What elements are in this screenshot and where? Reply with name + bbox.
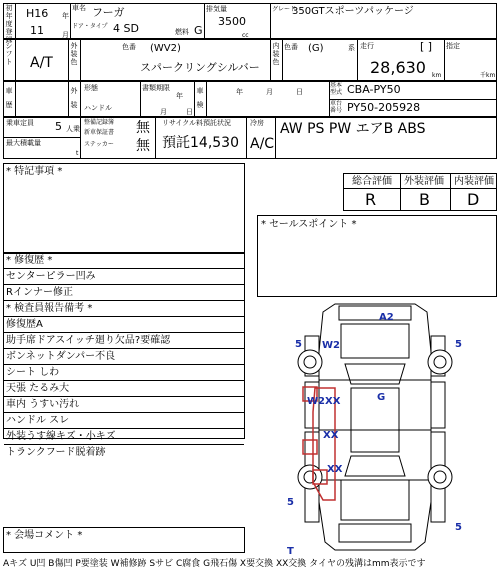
windshield [345, 364, 405, 384]
basic-model-label: 基本型式 [330, 82, 343, 96]
inspection-day: 日 [296, 88, 303, 96]
shift-label: シフト [5, 42, 13, 66]
mark-five-rear-right: 5 [455, 522, 462, 533]
inspector-item: ボンネットダンパー不良 [4, 349, 244, 365]
interior-rating-label: 内装評価 [454, 176, 494, 187]
doc-expiry-year: 年 [176, 92, 183, 100]
exterior-rating: B [419, 190, 430, 209]
month-value: 11 [30, 24, 44, 37]
door-type: 4 SD [113, 22, 139, 35]
sales-point-title: * セールスポイント * [261, 219, 357, 230]
inspector-item: 車内 うすい汚れ [4, 397, 244, 413]
mark-five-rear-left: 5 [287, 497, 294, 508]
inspector-item: トランクフード脱着跡 [6, 447, 106, 458]
right-front-door [431, 382, 445, 428]
year-mark: 年 [62, 12, 69, 20]
capacity-value: 5 [55, 120, 62, 133]
handle-label: ハンドル [84, 104, 112, 112]
history-label: 車歴 [5, 87, 13, 109]
car-name: フーガ [92, 6, 125, 19]
chassis-number: PY50-205928 [347, 101, 421, 114]
maintenance-value: 無 [136, 120, 150, 136]
recycle-value: 預託14,530 [162, 135, 239, 151]
shift-value: A/T [30, 55, 53, 71]
chassis-label: 車台番号 [330, 100, 343, 114]
era-year: H16 [26, 7, 49, 20]
roof [351, 388, 399, 452]
warranty-label: 新車保証書 [84, 129, 115, 136]
inspection-label: 車検 [196, 87, 204, 109]
mileage-bracket: [ ] [420, 40, 433, 53]
fuel-label: 燃料 [175, 28, 189, 36]
max-load-unit: t [76, 150, 79, 157]
grade-value: 350GTスポーツパッケージ [292, 6, 414, 17]
exterior-rating-label: 外装評価 [404, 176, 444, 187]
mark-a2: A2 [379, 312, 394, 323]
inspector-title: * 検査員報告備考 * [4, 301, 244, 317]
capacity-label: 乗車定員 [6, 119, 34, 127]
doc-expiry-label: 書類期限 [142, 84, 170, 92]
inspection-month: 月 [266, 88, 273, 96]
rear-bumper [339, 524, 411, 542]
first-reg-label: 初年度登録 [5, 4, 13, 44]
repair-item: センターピラー凹み [4, 269, 244, 285]
trunk [341, 480, 409, 520]
venue-comment-title: * 会場コメント * [6, 530, 83, 541]
front-bumper [339, 306, 411, 320]
ac-value: A/C [250, 136, 275, 152]
special-notes-title: * 特記事項 * [6, 166, 63, 177]
sticker-label: ステッカー [84, 141, 114, 148]
interior-suffix: 系 [348, 44, 355, 52]
ac-label: 冷房 [250, 119, 264, 127]
mark-xx-1: XX [323, 430, 339, 441]
capacity-designation-unit: 千km [480, 72, 496, 79]
mileage-label: 走行 [360, 42, 374, 50]
inspector-item: ハンドル スレ [4, 413, 244, 429]
month-mark: 月 [62, 31, 69, 39]
mark-t: T [287, 546, 294, 557]
mark-w2: W2 [322, 340, 340, 351]
rear-window [345, 456, 405, 476]
capacity-designation-label: 指定 [446, 42, 460, 50]
color-name: スパークリングシルバー [140, 61, 260, 74]
max-load-label: 最大積載量 [6, 139, 41, 147]
color-number-label: 色番 [122, 43, 136, 51]
exterior-form-label: 外装 [70, 87, 78, 109]
color-code: (WV2) [150, 43, 181, 54]
exterior-color-label: 外装色 [70, 42, 78, 66]
mark-five-front-right: 5 [455, 339, 462, 350]
inspection-year: 年 [236, 88, 243, 96]
inspector-item: 助手席ドアスイッチ廻り欠品?要確認 [4, 333, 244, 349]
fuel-value: G [194, 24, 203, 37]
tires [298, 350, 452, 489]
damage-legend: Aキズ U凹 B傷凹 P要塗装 W補修跡 Sサビ C腐食 G飛石傷 X要交換 XX交換 タイヤの残溝はmm表示です [3, 559, 426, 569]
inspector-item: 修復歴A [4, 317, 244, 333]
displacement-unit: cc [242, 32, 249, 39]
doc-expiry-day: 日 [186, 108, 193, 116]
interior-code: (G) [308, 43, 324, 54]
sticker-value: 無 [136, 138, 150, 154]
doc-expiry-month: 月 [160, 108, 167, 116]
repair-title: * 修復歴 * [4, 253, 244, 269]
mark-xx-2: XX [327, 464, 343, 475]
door-type-label: ドア・タイプ [72, 23, 108, 30]
car-name-label: 車名 [72, 4, 86, 12]
car-damage-diagram [275, 292, 475, 562]
inspector-item: 天張 たるみ大 [4, 381, 244, 397]
interior-number-label: 色番 [284, 43, 298, 51]
repair-item: Rインナー修正 [4, 285, 244, 301]
mileage-value: 28,630 [370, 58, 426, 77]
displacement-value: 3500 [218, 15, 246, 28]
grade-label: グレード [272, 6, 297, 13]
interior-color-label: 内装色 [272, 42, 280, 66]
equipment-list: AW PS PW エアB ABS [280, 121, 426, 137]
basic-model: CBA-PY50 [347, 83, 401, 96]
inspector-item: シート しわ [4, 365, 244, 381]
overall-rating: R [365, 190, 377, 209]
form-label: 形態 [84, 84, 98, 92]
mileage-unit: km [432, 72, 442, 79]
mark-w2xx: W2XX [307, 396, 341, 407]
hood [341, 324, 409, 358]
interior-rating: D [467, 190, 480, 209]
maintenance-label: 整備記録簿 [84, 119, 115, 126]
overall-rating-label: 総合評価 [352, 176, 392, 187]
capacity-unit: 人乗 [66, 125, 80, 133]
mark-five-front-left: 5 [295, 339, 302, 350]
displacement-label: 排気量 [206, 5, 227, 13]
inspector-item: 外装うす線キズ・小キズ [4, 429, 244, 445]
mark-g: G [377, 392, 386, 403]
recycle-label: リサイクル料預託状況 [162, 119, 232, 127]
